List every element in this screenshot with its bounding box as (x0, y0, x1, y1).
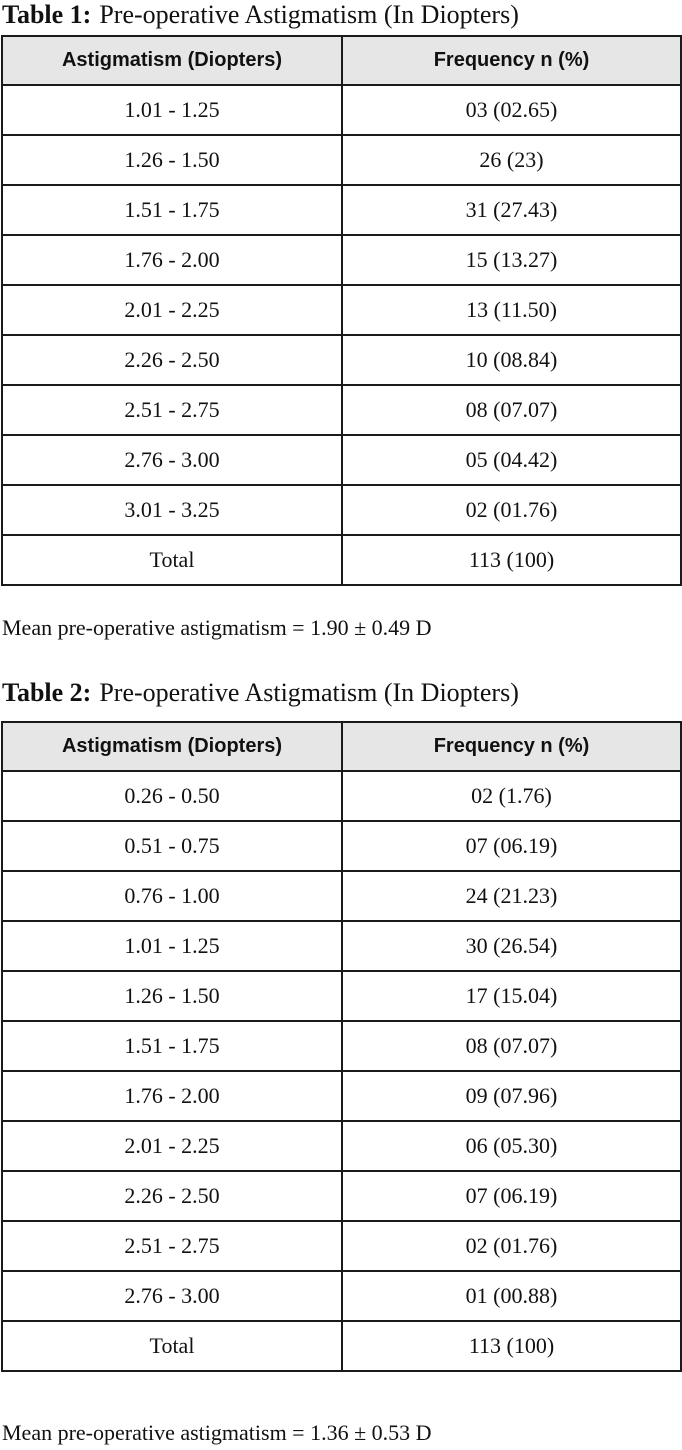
table-2-header-row (2, 722, 681, 771)
table-row (2, 135, 681, 185)
table-row (2, 435, 681, 485)
frequency-cell: 09 (07.96) (342, 1071, 681, 1121)
table-row (2, 485, 681, 535)
table-row (2, 1071, 681, 1121)
frequency-cell: 10 (08.84) (342, 335, 681, 385)
frequency-cell: 06 (05.30) (342, 1121, 681, 1171)
frequency-cell: 08 (07.07) (342, 385, 681, 435)
astigmatism-range-cell: 2.76 - 3.00 (2, 1271, 342, 1321)
astigmatism-range-cell: 2.51 - 2.75 (2, 1221, 342, 1271)
frequency-cell: 26 (23) (342, 135, 681, 185)
table-row (2, 1271, 681, 1321)
table-2 (1, 721, 682, 1372)
astigmatism-range-cell: 2.01 - 2.25 (2, 285, 342, 335)
astigmatism-range-cell: 1.51 - 1.75 (2, 185, 342, 235)
table-1-label: Table 1: (2, 0, 92, 29)
frequency-cell: 17 (15.04) (342, 971, 681, 1021)
table-row (2, 871, 681, 921)
table-row (2, 1121, 681, 1171)
astigmatism-range-cell: 3.01 - 3.25 (2, 485, 342, 535)
frequency-cell: 13 (11.50) (342, 285, 681, 335)
table-1-title: Pre-operative Astigmatism (In Diopters) (99, 0, 519, 29)
total-frequency-cell: 113 (100) (342, 535, 681, 585)
astigmatism-range-cell: 1.26 - 1.50 (2, 971, 342, 1021)
total-frequency-cell: 113 (100) (342, 1321, 681, 1371)
table-2-title: Pre-operative Astigmatism (In Diopters) (99, 678, 519, 707)
frequency-cell: 31 (27.43) (342, 185, 681, 235)
astigmatism-range-cell: 0.26 - 0.50 (2, 771, 342, 821)
table-row (2, 385, 681, 435)
astigmatism-range-cell: 1.51 - 1.75 (2, 1021, 342, 1071)
column-header-astigmatism: Astigmatism (Diopters) (2, 36, 342, 85)
table-row (2, 185, 681, 235)
table-1-mean-note: Mean pre-operative astigmatism = 1.90 ± 0.49 D (2, 615, 432, 640)
frequency-cell: 30 (26.54) (342, 921, 681, 971)
frequency-cell: 01 (00.88) (342, 1271, 681, 1321)
table-row (2, 1021, 681, 1071)
astigmatism-range-cell: 0.51 - 0.75 (2, 821, 342, 871)
column-header-frequency: Frequency n (%) (342, 722, 681, 771)
table-row (2, 921, 681, 971)
table-row (2, 1171, 681, 1221)
total-label-cell: Total (2, 535, 342, 585)
total-row (2, 1321, 681, 1371)
astigmatism-range-cell: 1.01 - 1.25 (2, 921, 342, 971)
table-1-header-row (2, 36, 681, 85)
total-row (2, 535, 681, 585)
frequency-cell: 07 (06.19) (342, 1171, 681, 1221)
frequency-cell: 24 (21.23) (342, 871, 681, 921)
table-row (2, 235, 681, 285)
column-header-astigmatism: Astigmatism (Diopters) (2, 722, 342, 771)
table-row (2, 285, 681, 335)
column-header-frequency: Frequency n (%) (342, 36, 681, 85)
table-row (2, 335, 681, 385)
astigmatism-range-cell: 1.26 - 1.50 (2, 135, 342, 185)
table-2-mean-note: Mean pre-operative astigmatism = 1.36 ± 0.53 D (2, 1420, 432, 1445)
table-row (2, 971, 681, 1021)
frequency-cell: 02 (01.76) (342, 1221, 681, 1271)
astigmatism-range-cell: 1.76 - 2.00 (2, 235, 342, 285)
table-1 (1, 35, 682, 586)
astigmatism-range-cell: 2.26 - 2.50 (2, 1171, 342, 1221)
frequency-cell: 07 (06.19) (342, 821, 681, 871)
table-2-label: Table 2: (2, 678, 92, 707)
astigmatism-range-cell: 1.76 - 2.00 (2, 1071, 342, 1121)
astigmatism-range-cell: 1.01 - 1.25 (2, 85, 342, 135)
astigmatism-range-cell: 2.76 - 3.00 (2, 435, 342, 485)
table-row (2, 1221, 681, 1271)
astigmatism-range-cell: 0.76 - 1.00 (2, 871, 342, 921)
table-row (2, 85, 681, 135)
frequency-cell: 08 (07.07) (342, 1021, 681, 1071)
frequency-cell: 15 (13.27) (342, 235, 681, 285)
astigmatism-range-cell: 2.01 - 2.25 (2, 1121, 342, 1171)
table-row (2, 821, 681, 871)
astigmatism-range-cell: 2.51 - 2.75 (2, 385, 342, 435)
frequency-cell: 02 (01.76) (342, 485, 681, 535)
table-2-caption (2, 680, 519, 706)
frequency-cell: 05 (04.42) (342, 435, 681, 485)
table-row (2, 771, 681, 821)
total-label-cell: Total (2, 1321, 342, 1371)
frequency-cell: 02 (1.76) (342, 771, 681, 821)
table-1-caption (2, 2, 519, 28)
astigmatism-range-cell: 2.26 - 2.50 (2, 335, 342, 385)
frequency-cell: 03 (02.65) (342, 85, 681, 135)
